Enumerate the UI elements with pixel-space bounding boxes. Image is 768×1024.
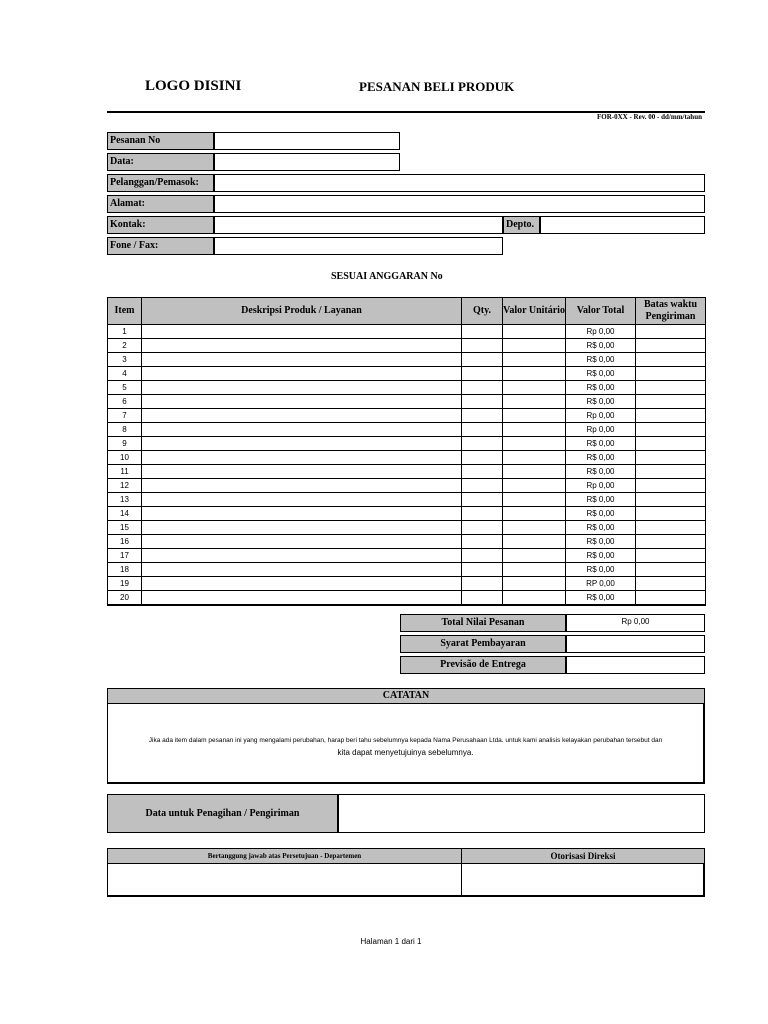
table-row [108, 339, 706, 353]
dept-label: Depto. [503, 216, 540, 234]
unit-value-cell[interactable] [503, 395, 566, 409]
order-no-field[interactable] [214, 132, 400, 150]
unit-value-cell[interactable] [503, 521, 566, 535]
deadline-cell[interactable] [636, 409, 706, 423]
item-cell: 16 [108, 535, 142, 549]
total-value-cell: Rp 0,00 [566, 479, 636, 493]
items-table-header [108, 298, 706, 325]
table-row [108, 479, 706, 493]
deadline-cell[interactable] [636, 521, 706, 535]
deadline-cell[interactable] [636, 577, 706, 591]
unit-value-cell[interactable] [503, 339, 566, 353]
qty-cell[interactable] [462, 535, 503, 549]
qty-cell[interactable] [462, 381, 503, 395]
item-cell: 12 [108, 479, 142, 493]
item-cell: 10 [108, 451, 142, 465]
total-value-cell: Rp 0,00 [566, 325, 636, 339]
notes-text-line1: Jika ada item dalam pesanan ini yang mengalami perubahan, harap beri tahu sebelumnya kepada Nama Perusahaan Ltda. untuk kami analisis kelayakan perubahan tersebut dan [148, 737, 663, 744]
table-row [108, 353, 706, 367]
total-value-cell: R$ 0,00 [566, 381, 636, 395]
address-field[interactable] [214, 195, 705, 213]
total-value-cell: R$ 0,00 [566, 591, 636, 606]
total-value-cell: R$ 0,00 [566, 367, 636, 381]
responsible-approval-label: Bertanggung jawab atas Persetujuan - Departemen [107, 848, 462, 864]
deadline-cell[interactable] [636, 325, 706, 339]
unit-value-cell[interactable] [503, 577, 566, 591]
qty-cell[interactable] [462, 507, 503, 521]
total-value-cell: R$ 0,00 [566, 437, 636, 451]
address-label: Alamat: [107, 195, 214, 213]
unit-value-cell[interactable] [503, 423, 566, 437]
total-value-cell: R$ 0,00 [566, 465, 636, 479]
qty-cell[interactable] [462, 521, 503, 535]
delivery-forecast-field[interactable] [566, 656, 705, 674]
table-row [108, 437, 706, 451]
notes-box [107, 703, 705, 784]
col-qty: Qty. [462, 298, 503, 325]
table-row [108, 549, 706, 563]
table-row [108, 521, 706, 535]
item-cell: 2 [108, 339, 142, 353]
description-cell[interactable] [142, 353, 462, 367]
deadline-cell[interactable] [636, 465, 706, 479]
qty-cell[interactable] [462, 367, 503, 381]
unit-value-cell[interactable] [503, 507, 566, 521]
table-row [108, 325, 706, 339]
description-cell[interactable] [142, 577, 462, 591]
item-cell: 19 [108, 577, 142, 591]
qty-cell[interactable] [462, 409, 503, 423]
unit-value-cell[interactable] [503, 493, 566, 507]
customer-field[interactable] [214, 174, 705, 192]
responsible-approval-field[interactable] [107, 863, 462, 897]
deadline-cell[interactable] [636, 381, 706, 395]
description-cell[interactable] [142, 535, 462, 549]
logo-placeholder: LOGO DISINI [145, 78, 242, 94]
total-value-cell: R$ 0,00 [566, 493, 636, 507]
qty-cell[interactable] [462, 339, 503, 353]
table-row [108, 395, 706, 409]
item-cell: 18 [108, 563, 142, 577]
col-item: Item [108, 298, 142, 325]
unit-value-cell[interactable] [503, 451, 566, 465]
item-cell: 13 [108, 493, 142, 507]
table-row [108, 451, 706, 465]
table-row [108, 591, 706, 606]
description-cell[interactable] [142, 409, 462, 423]
total-value-cell: R$ 0,00 [566, 507, 636, 521]
description-cell[interactable] [142, 423, 462, 437]
item-cell: 17 [108, 549, 142, 563]
deadline-cell[interactable] [636, 339, 706, 353]
total-value-cell: R$ 0,00 [566, 451, 636, 465]
col-deadline: Batas waktu Pengiriman [636, 298, 706, 325]
deadline-cell[interactable] [636, 451, 706, 465]
item-cell: 8 [108, 423, 142, 437]
qty-cell[interactable] [462, 423, 503, 437]
unit-value-cell[interactable] [503, 325, 566, 339]
qty-cell[interactable] [462, 465, 503, 479]
item-cell: 15 [108, 521, 142, 535]
table-row [108, 563, 706, 577]
customer-label: Pelanggan/Pemasok: [107, 174, 214, 192]
description-cell[interactable] [142, 549, 462, 563]
total-value-cell: R$ 0,00 [566, 395, 636, 409]
item-cell: 6 [108, 395, 142, 409]
unit-value-cell[interactable] [503, 591, 566, 606]
description-cell[interactable] [142, 507, 462, 521]
description-cell[interactable] [142, 381, 462, 395]
qty-cell[interactable] [462, 395, 503, 409]
deadline-cell[interactable] [636, 367, 706, 381]
table-row [108, 535, 706, 549]
unit-value-cell[interactable] [503, 367, 566, 381]
item-cell: 4 [108, 367, 142, 381]
table-row [108, 409, 706, 423]
deadline-cell[interactable] [636, 437, 706, 451]
notes-text-line2: kita dapat menyetujuinya sebelumnya. [337, 748, 474, 757]
page-title: PESANAN BELI PRODUK [359, 79, 515, 94]
payment-terms-field[interactable] [566, 635, 705, 653]
total-value: Rp 0,00 [566, 614, 705, 632]
description-cell[interactable] [142, 521, 462, 535]
qty-cell[interactable] [462, 325, 503, 339]
description-cell[interactable] [142, 479, 462, 493]
unit-value-cell[interactable] [503, 409, 566, 423]
total-label: Total Nilai Pesanan [400, 614, 566, 632]
deadline-cell[interactable] [636, 353, 706, 367]
description-cell[interactable] [142, 563, 462, 577]
table-row [108, 577, 706, 591]
description-cell[interactable] [142, 451, 462, 465]
description-cell[interactable] [142, 493, 462, 507]
total-value-cell: R$ 0,00 [566, 339, 636, 353]
budget-reference: SESUAI ANGGARAN No [331, 271, 443, 282]
qty-cell[interactable] [462, 451, 503, 465]
table-row [108, 367, 706, 381]
col-description: Deskripsi Produk / Layanan [142, 298, 462, 325]
qty-cell[interactable] [462, 437, 503, 451]
unit-value-cell[interactable] [503, 479, 566, 493]
table-row [108, 507, 706, 521]
phone-field[interactable] [214, 237, 503, 255]
item-cell: 7 [108, 409, 142, 423]
col-total-value: Valor Total [566, 298, 636, 325]
billing-label: Data untuk Penagihan / Pengiriman [107, 794, 338, 833]
item-cell: 9 [108, 437, 142, 451]
unit-value-cell[interactable] [503, 437, 566, 451]
qty-cell[interactable] [462, 577, 503, 591]
deadline-cell[interactable] [636, 535, 706, 549]
item-cell: 11 [108, 465, 142, 479]
table-row [108, 493, 706, 507]
total-value-cell: R$ 0,00 [566, 353, 636, 367]
qty-cell[interactable] [462, 549, 503, 563]
description-cell[interactable] [142, 325, 462, 339]
deadline-cell[interactable] [636, 423, 706, 437]
description-cell[interactable] [142, 395, 462, 409]
col-unit-value: Valor Unitário [503, 298, 566, 325]
dept-field[interactable] [540, 216, 705, 234]
notes-title: CATATAN [107, 688, 705, 704]
total-value-cell: RP 0,00 [566, 577, 636, 591]
description-cell[interactable] [142, 465, 462, 479]
contact-label: Kontak: [107, 216, 214, 234]
item-cell: 1 [108, 325, 142, 339]
total-value-cell: R$ 0,00 [566, 521, 636, 535]
date-label: Data: [107, 153, 214, 171]
qty-cell[interactable] [462, 563, 503, 577]
unit-value-cell[interactable] [503, 381, 566, 395]
form-code: FOR-0XX - Rev. 00 - dd/mm/tahun [596, 113, 702, 121]
payment-terms-label: Syarat Pembayaran [400, 635, 566, 653]
item-cell: 20 [108, 591, 142, 606]
deadline-cell[interactable] [636, 479, 706, 493]
qty-cell[interactable] [462, 493, 503, 507]
deadline-cell[interactable] [636, 507, 706, 521]
qty-cell[interactable] [462, 591, 503, 606]
contact-field[interactable] [214, 216, 503, 234]
item-cell: 5 [108, 381, 142, 395]
total-value-cell: R$ 0,00 [566, 549, 636, 563]
deadline-cell[interactable] [636, 395, 706, 409]
qty-cell[interactable] [462, 353, 503, 367]
description-cell[interactable] [142, 437, 462, 451]
item-cell: 3 [108, 353, 142, 367]
deadline-cell[interactable] [636, 591, 706, 606]
unit-value-cell[interactable] [503, 535, 566, 549]
table-row [108, 423, 706, 437]
item-cell: 14 [108, 507, 142, 521]
unit-value-cell[interactable] [503, 549, 566, 563]
description-cell[interactable] [142, 367, 462, 381]
deadline-cell[interactable] [636, 493, 706, 507]
unit-value-cell[interactable] [503, 563, 566, 577]
unit-value-cell[interactable] [503, 353, 566, 367]
total-value-cell: R$ 0,00 [566, 563, 636, 577]
date-field[interactable] [214, 153, 400, 171]
phone-label: Fone / Fax: [107, 237, 214, 255]
order-no-label: Pesanan No [107, 132, 214, 150]
billing-field[interactable] [338, 794, 705, 833]
table-row [108, 465, 706, 479]
director-approval-field[interactable] [461, 863, 705, 897]
total-value-cell: R$ 0,00 [566, 535, 636, 549]
description-cell[interactable] [142, 339, 462, 353]
deadline-cell[interactable] [636, 563, 706, 577]
deadline-cell[interactable] [636, 549, 706, 563]
description-cell[interactable] [142, 591, 462, 606]
delivery-forecast-label: Previsão de Entrega [400, 656, 566, 674]
page-number: Halaman 1 dari 1 [360, 937, 422, 946]
unit-value-cell[interactable] [503, 465, 566, 479]
total-value-cell: Rp 0,00 [566, 423, 636, 437]
qty-cell[interactable] [462, 479, 503, 493]
items-table [107, 297, 706, 606]
total-value-cell: Rp 0,00 [566, 409, 636, 423]
table-row [108, 381, 706, 395]
director-approval-label: Otorisasi Direksi [461, 848, 705, 864]
